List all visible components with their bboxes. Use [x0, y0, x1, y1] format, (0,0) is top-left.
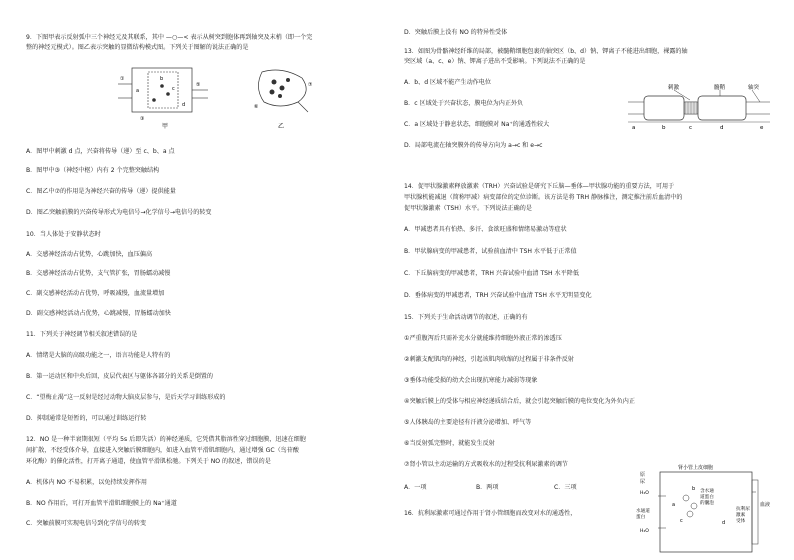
fig13-label-axon: 轴突: [748, 85, 760, 91]
q13-stem-line1: 13．如图为骨骼神经纤维的局部，被髓鞘细胞包裹的轴突区（b、d）钠、钾离子不能进出细胞，裸露的轴: [404, 48, 688, 55]
fig16-label-tubule-cell: 肾小管上皮细胞: [678, 465, 714, 471]
fig13-seg-b: b: [662, 125, 666, 131]
q11-option-c: C．“望梅止渴”这一反射是经过动物大脑皮层参与，是后天学习训练形成的: [26, 394, 226, 401]
fig16-mark-b: b: [692, 486, 696, 492]
svg-text:③: ③: [140, 116, 145, 122]
q15-item-4: ④突触后膜上的受体与相应神经递质结合后，就会引起突触后膜的电位变化为外负内正: [404, 398, 635, 405]
svg-text:a: a: [136, 88, 140, 94]
q12-option-c: C．突触前膜可实现电信号到化学信号的转变: [26, 520, 147, 527]
figure-jia-caption: 甲: [162, 123, 169, 130]
q11-option-d: D．抑制通常是短暂的，可以通过训练运行转: [26, 415, 147, 422]
q10-option-c: C．副交感神经活动占优势，呼吸减慢，血流量增加: [26, 290, 165, 297]
svg-text:d: d: [182, 102, 186, 108]
q12-stem-line2: 间扩散，不经受体介导，直接进入突触后膜细胞内，如进入血管平滑肌细胞内，通过增强 GC（鸟苷酸: [26, 447, 299, 454]
q12-stem-line3: 环化酶）的催化活性，打开离子通道，使血管平滑肌松驰。下列关于 NO 的叙述，错误的是: [26, 458, 271, 465]
fig16-label-water-channel: 水通道: [636, 509, 650, 514]
fig13-label-myelin: 髓鞘: [714, 85, 726, 91]
q14-option-d: D．垂体病变的甲减患者，TRH 兴奋试验中血清 TSH 水平无明显变化: [404, 292, 592, 299]
q15-item-7: ⑦肾小管以主动运输的方式吸收水的过程受抗利尿激素的调节: [404, 461, 568, 468]
fig16-label-niao: 尿: [640, 479, 646, 485]
q9-option-b: B．图甲中③（神经中枢）内有 2 个完整突触结构: [26, 167, 160, 174]
svg-text:①: ①: [120, 76, 125, 82]
fig16-mark-a: a: [672, 502, 676, 508]
fig13-label-stimulus: 刺激: [668, 85, 680, 91]
fig13-seg-a: a: [632, 125, 636, 131]
figure-jia-reflex-arc: [112, 62, 218, 130]
q14-stem-line1: 14．促甲状腺激素释放激素（TRH）兴奋试验是研究下丘脑—垂体—甲状腺功能的重要方法，可用于: [404, 183, 675, 190]
figure-13-nerve-fiber: [624, 80, 774, 132]
fig16-mark-c: c: [680, 518, 683, 524]
q15-stem: 15．下列关于生命活动调节的叙述，正确的有: [404, 314, 528, 321]
svg-text:b: b: [160, 76, 164, 82]
q13-option-a: A．b、d 区域不能产生动作电位: [404, 79, 491, 86]
fig13-seg-e: e: [760, 125, 764, 131]
q16-stem-line1: 16．抗利尿激素可通过作用于肾小管细胞而改变对水的通透性，: [404, 510, 577, 517]
fig16-h2o-2: H₂O: [640, 529, 649, 534]
q14-option-b: B．甲状腺病变的甲减患者，试验前血清中 TSH 水平低于正常值: [404, 248, 577, 255]
fig13-seg-d: d: [720, 125, 724, 131]
fig13-seg-c: c: [689, 125, 693, 131]
figure-16-tubule-cell: [636, 462, 774, 556]
q9-stem-line1: 9．下图甲表示反射弧中三个神经元及其联系，其中 —○—< 表示从树突到胞体再到轴突及末梢（即一个完: [26, 34, 313, 41]
q11-stem: 11．下列关于神经调节相关叙述错误的是: [26, 331, 138, 338]
q15-item-6: ⑥当反射弧完整时，就能发生反射: [404, 440, 495, 447]
fig16-label-adh-1: 抗利尿: [736, 507, 750, 512]
q14-stem-line3: 促甲状腺激素（TSH）水平。下列说法正确的是: [404, 205, 532, 212]
svg-text:⑥: ⑥: [254, 104, 259, 110]
q10-option-a: A．交感神经活动占优势，心跳加快，血压偏高: [26, 251, 153, 258]
q15-item-5: ⑤人体胰岛的主要途径有汗液分泌增加、呼气等: [404, 419, 532, 426]
svg-text:c: c: [172, 86, 175, 92]
q11-option-a: A．情绪是大脑的高级功能之一，语言功能是人特有的: [26, 352, 171, 359]
q13-stem-line2: 突区域（a、c、e）钠、钾离子进出不受影响。下列说法不正确的是: [404, 58, 586, 65]
q15-option-c: C．三项: [554, 484, 577, 491]
q12-option-a: A．机体内 NO 不易积累，以免持续发挥作用: [26, 479, 147, 486]
q15-item-1: ①严重腹泻后只需补充水分就能维持细胞外液正常的渗透压: [404, 335, 562, 342]
svg-text:⑦: ⑦: [308, 82, 313, 88]
svg-text:⑤: ⑤: [196, 82, 201, 88]
q13-option-b: B．c 区域处于兴奋状态，膜电位为内正外负: [404, 100, 524, 107]
q13-option-d: D．局部电流在轴突膜外的传导方向为 a→c 和 e→c: [404, 142, 543, 149]
q15-option-b: B．两项: [476, 484, 499, 491]
q15-item-3: ③垂体功能受损的幼犬会出现抗寒能力减弱等现象: [404, 377, 538, 384]
fig16-label-protein: 蛋白: [636, 515, 646, 520]
q12-option-b: B．NO 作用后，可打开血管平滑肌细胞膜上的 Na⁺通道: [26, 500, 177, 507]
fig16-h2o-1: H₂O: [640, 491, 649, 496]
figure-yi-caption: 乙: [278, 123, 285, 130]
q10-option-d: D．副交感神经活动占优势，心跳减慢，胃肠蠕动加快: [26, 310, 171, 317]
fig16-label-adh-2: 激素: [736, 513, 746, 518]
q14-stem-line2: 甲状腺机能减退（简称甲减）病变部位的定位诊断。该方法是将 TRH 静脉推注，测定推注前后血清中的: [404, 194, 683, 201]
q15-item-2: ②刺激支配肌肉的神经，引起该肌肉收缩的过程属于非条件反射: [404, 356, 574, 363]
q13-option-c: C．a 区域处于静息状态，细胞膜对 Na⁺的通透性较大: [404, 121, 550, 128]
fig16-label-yuan: 原: [640, 472, 646, 478]
fig16-label-blood: 血液: [760, 502, 771, 508]
q15-option-a: A．一项: [404, 484, 427, 491]
fig16-label-vesicle-3: 的囊泡: [700, 501, 714, 506]
q9-option-a: A．图甲中刺激 d 点，兴奋将传导（递）至 c、b、a 点: [26, 148, 175, 155]
q9-option-c: C．图乙中⑦的作用是为神经兴奋的传导（递）提供能量: [26, 188, 176, 195]
q14-option-c: C．下丘脑病变的甲减患者，TRH 兴奋试验中血清 TSH 水平降低: [404, 270, 579, 277]
q9-option-d: D．图乙突触前膜的兴奋传导形式为电信号→化学信号→电信号的转变: [26, 209, 212, 216]
fig16-label-vesicle-2: 道蛋白: [700, 495, 714, 500]
q12-option-d: D．突触后膜上没有 NO 的特异性受体: [404, 29, 508, 36]
q12-stem-line1: 12．NO 是一种半衰期很短（平均 5s 后即失活）的神经递质，它凭借其脂溶性穿过细胞膜，迅速在细胞: [26, 436, 306, 443]
fig16-mark-d: d: [722, 520, 726, 526]
fig16-label-receptor: 受体: [736, 519, 746, 524]
fig16-label-vesicle-1: 含水通: [700, 489, 714, 494]
q10-option-b: B．交感神经活动占优势，支气管扩张，胃肠蠕动减慢: [26, 270, 171, 277]
q11-option-b: B．第一运动区和中央后回，皮层代表区与躯体各部分的关系是倒置的: [26, 373, 213, 380]
q10-stem: 10．当人体处于安静状态时: [26, 231, 101, 238]
q14-option-a: A．甲减患者具有怕热、多汗、食欲旺盛和情绪易激动等症状: [404, 226, 567, 233]
q9-stem-line2: 整的神经元模式）。图乙表示突触的显微结构模式图。下列关于图解的说法正确的是: [26, 44, 249, 51]
figure-yi-synapse: [242, 62, 326, 130]
